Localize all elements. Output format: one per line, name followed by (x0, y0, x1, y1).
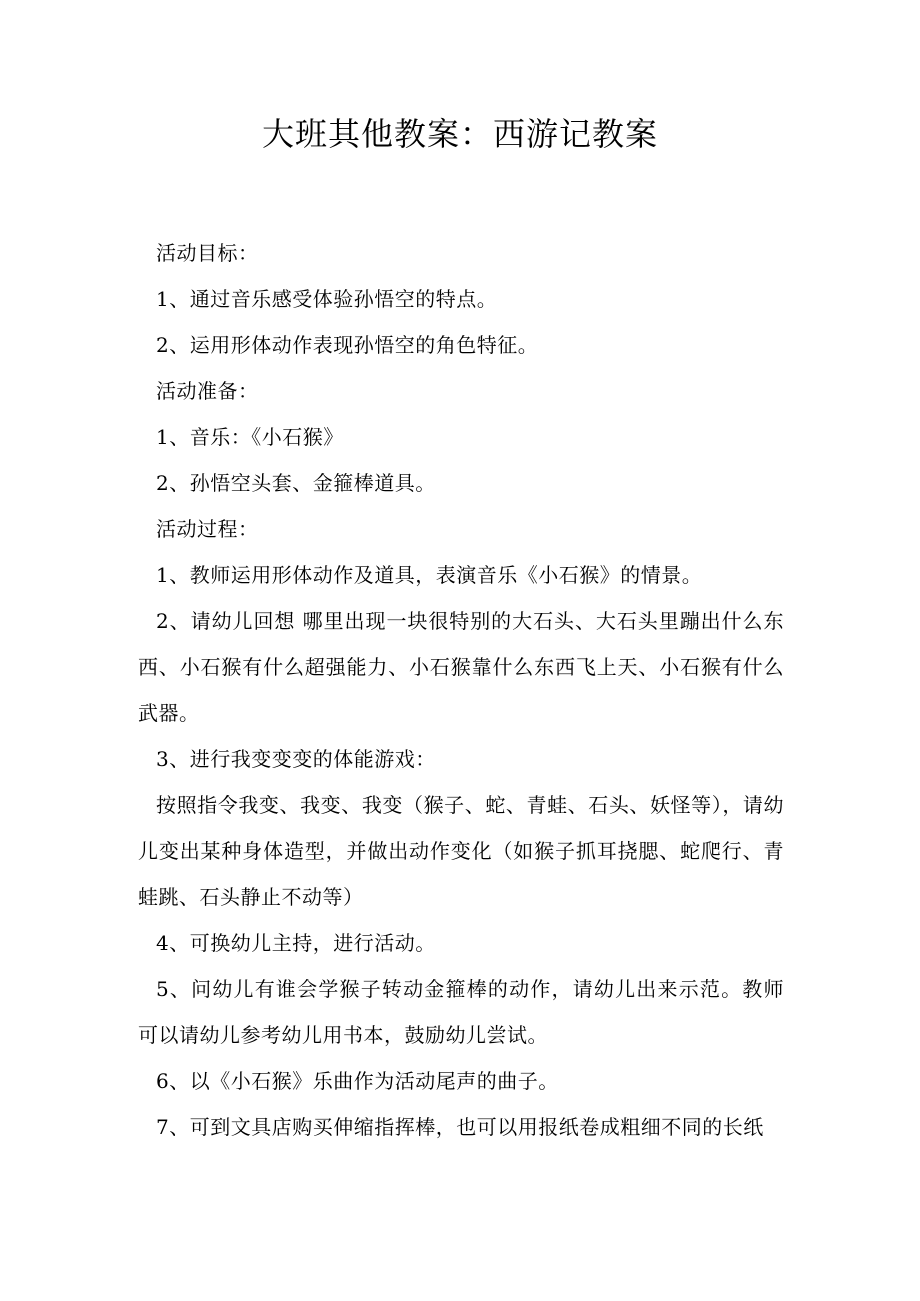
process-step-7: 7、可到文具店购买伸缩指挥棒，也可以用报纸卷成粗细不同的长纸 (156, 1115, 764, 1139)
page-title: 大班其他教案：西游记教案 (261, 115, 658, 153)
process-step-5: 5、问幼儿有谁会学猴子转动金箍棒的动作，请幼儿出来示范。教师可以请幼儿参考幼儿用书本，鼓励幼儿尝试。 (138, 977, 784, 1047)
section-heading-preparation: 活动准备： (156, 379, 259, 403)
process-step-2: 2、请幼儿回想 哪里出现一块很特别的大石头、大石头里蹦出什么东西、小石猴有什么超强能力、小石猴靠什么东西飞上天、小石猴有什么武器。 (138, 609, 784, 725)
section-heading-goals: 活动目标： (156, 241, 259, 265)
process-step-4: 4、可换幼儿主持，进行活动。 (156, 931, 436, 955)
section-heading-process: 活动过程： (156, 517, 259, 541)
process-step-1: 1、教师运用形体动作及道具，表演音乐《小石猴》的情景。 (156, 563, 703, 587)
process-step-3: 3、进行我变变变的体能游戏： (156, 747, 436, 771)
preparation-item-2: 2、孙悟空头套、金箍棒道具。 (156, 471, 436, 495)
goal-item-1: 1、通过音乐感受体验孙悟空的特点。 (156, 287, 498, 311)
process-step-6: 6、以《小石猴》乐曲作为活动尾声的曲子。 (156, 1069, 559, 1093)
document-body (138, 230, 784, 1150)
goal-item-2: 2、运用形体动作表现孙悟空的角色特征。 (156, 333, 539, 357)
preparation-item-1: 1、音乐：《小石猴》 (156, 425, 344, 449)
process-step-3-detail: 按照指令我变、我变、我变（猴子、蛇、青蛙、石头、妖怪等），请幼儿变出某种身体造型，并做出动作变化（如猴子抓耳挠腮、蛇爬行、青蛙跳、石头静止不动等） (138, 793, 784, 909)
